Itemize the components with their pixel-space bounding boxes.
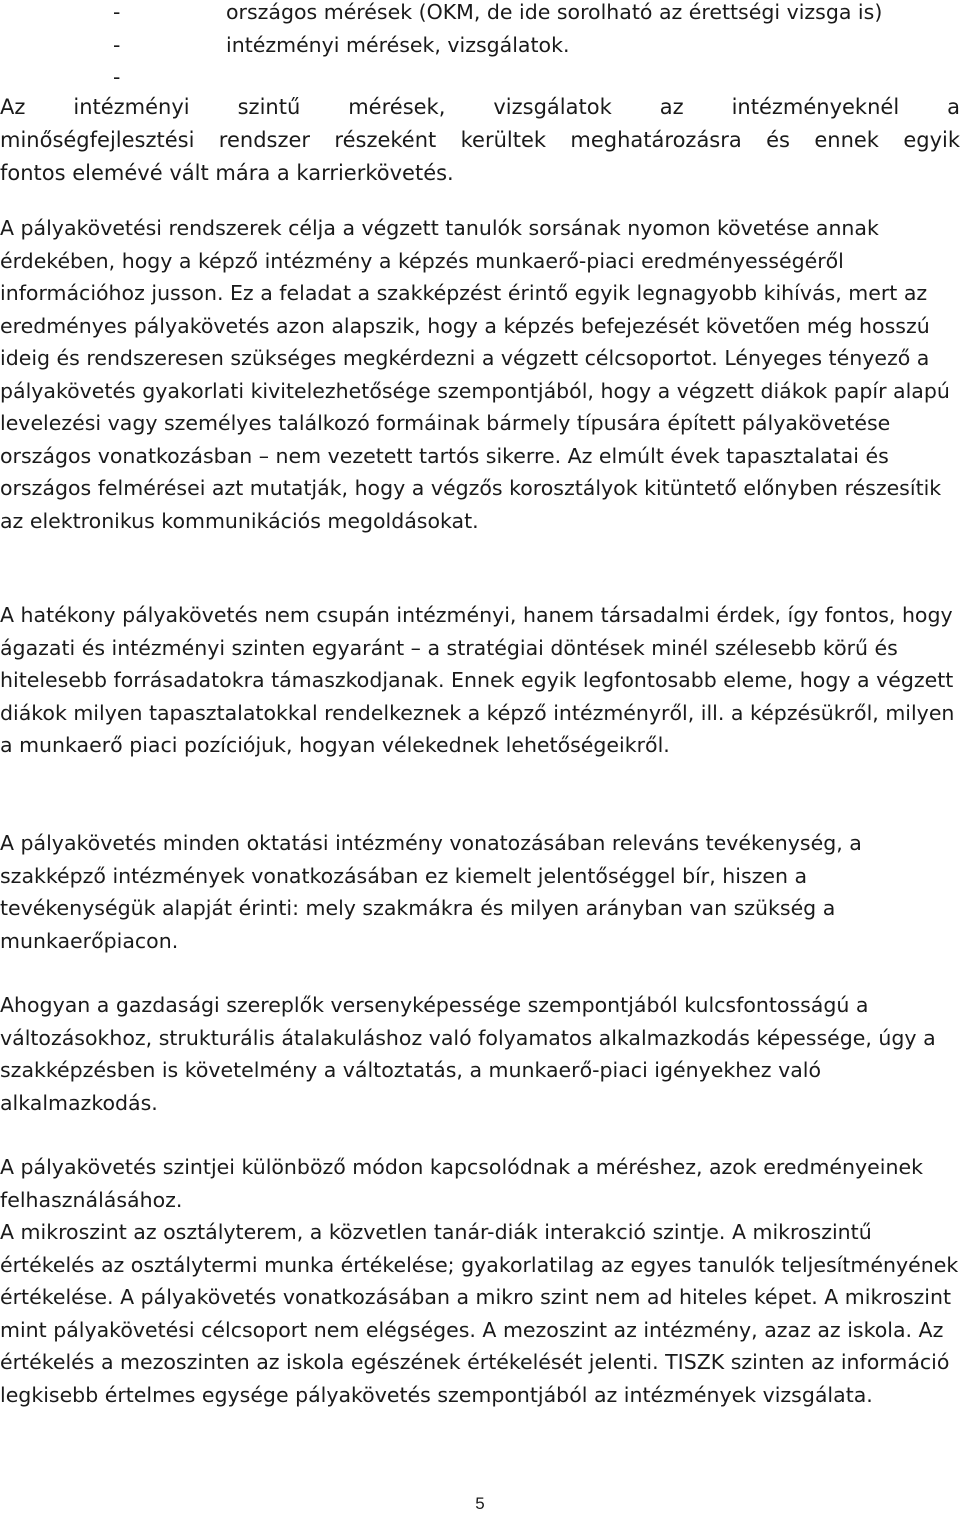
page-number: 5 [475, 1494, 485, 1513]
bullet-text: intézményi mérések, vizsgálatok. [226, 32, 570, 57]
list-item [0, 61, 960, 94]
bullet-dash: - [113, 32, 121, 57]
bullet-dash: - [113, 65, 121, 89]
bullet-dash: - [113, 0, 121, 24]
paragraph-line: Az intézményi szintű mérések, vizsgálatok az intézményeknél a [0, 95, 960, 119]
paragraph-line: minőségfejlesztési rendszer részeként kerültek meghatározásra és ennek egyik [0, 128, 960, 152]
paragraph-line: fontos elemévé vált mára a karrierkövetés. [0, 161, 454, 185]
paragraph-levels-intro: A pályakövetés szintjei különböző módon kapcsolódnak a méréshez, azok eredményeinek felhasználásához. [0, 1155, 923, 1212]
paragraph-micro-meso-levels: A mikroszint az osztályterem, a közvetlen tanár-diák interakció szintje. A mikroszintű értékelés az osztálytermi munka értékelése; gyakorlatilag az egyes tanulók teljesítményének értékelése. A pályakövetés vonatkozásában a mikro szint nem ad hiteles képet. A mikroszint mint pályakövetési célcsoport nem elégséges. A mezoszint az intézmény, azaz az iskola. Az értékelés a mezoszinten az iskola egészének értékelését jelenti. TISZK szinten az információ legkisebb értelmes egysége pályakövetés szempontjából az intézmények vizsgálata. [0, 1220, 959, 1407]
paragraph-vocational-relevance: A pályakövetés minden oktatási intézmény vonatozásában releváns tevékenység, a szakképző intézmények vonatkozásában ez kiemelt jelentőséggel bír, hiszen a tevékenységük alapját érinti: mely szakmákra és milyen arányban van szükség a munkaerőpiacon. [0, 831, 862, 953]
list-item [0, 0, 960, 29]
paragraph-intro [0, 91, 960, 190]
paragraph-career-tracking-goal: A pályakövetési rendszerek célja a végzett tanulók sorsának nyomon követése annak érdekében, hogy a képző intézmény a képzés munkaerő-piaci eredményességéről információhoz jusson. Ez a feladat a szakképzést érintő egyik legnagyobb kihívás, mert az eredményes pályakövetés azon alapszik, hogy a képzés befejezését követően még hosszú ideig és rendszeresen szükséges megkérdezni a végzett célcsoportot. Lényeges tényező a pályakövetés gyakorlati kivitelezhetősége szempontjából, hogy a végzett diákok papír alapú levelezési vagy személyes találkozó formáinak bármely típusára épített pályakövetése országos vonatkozásban – nem vezetett tartós sikerre. Az elmúlt évek tapasztalatai és országos felmérései azt mutatják, hogy a végzős korosztályok kitüntető előnyben részesítik az elektronikus kommunikációs megoldásokat. [0, 216, 950, 533]
bullet-list [0, 0, 960, 94]
paragraph-effective-tracking: A hatékony pályakövetés nem csupán intézményi, hanem társadalmi érdek, így fontos, hogy ágazati és intézményi szinten egyaránt – a stratégiai döntések minél szélesebb körű és hitelesebb forrásadatokra támaszkodjanak. Ennek egyik legfontosabb eleme, hogy a végzett diákok milyen tapasztalatokkal rendelkeznek a képző intézményről, ill. a képzésükről, milyen a munkaerő piaci pozíciójuk, hogyan vélekednek lehetőségeikről. [0, 603, 955, 757]
list-item [0, 29, 960, 62]
paragraph-adaptation: Ahogyan a gazdasági szereplők versenyképessége szempontjából kulcsfontosságú a változásokhoz, strukturális átalakuláshoz való folyamatos alkalmazkodás képessége, úgy a szakképzésben is követelmény a változtatás, a munkaerő-piaci igényekhez való alkalmazkodás. [0, 993, 936, 1115]
bullet-text: országos mérések (OKM, de ide sorolható az érettségi vizsga is) [226, 0, 883, 24]
